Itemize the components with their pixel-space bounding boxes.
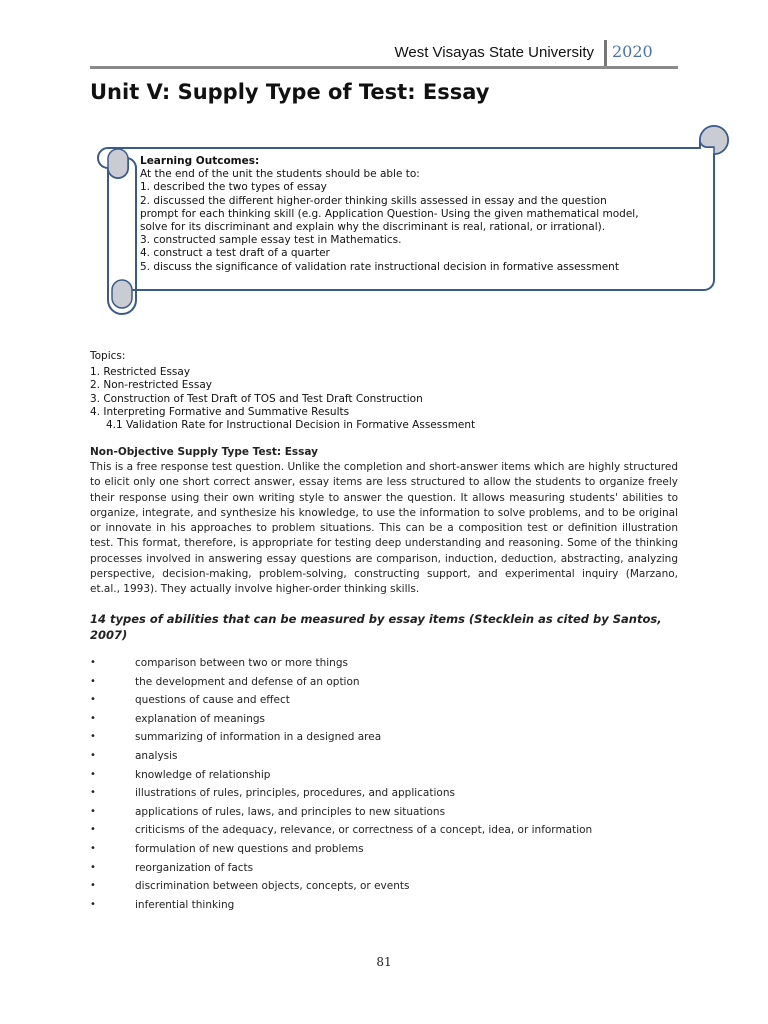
- learning-outcome-line: prompt for each thinking skill (e.g. Application Question- Using the given mathematical model,: [140, 207, 639, 220]
- topics-section: [90, 350, 690, 432]
- list-item: [90, 694, 678, 713]
- bullet-icon: •: [90, 805, 96, 817]
- bullet-icon: •: [90, 657, 96, 668]
- topic-subitem: 4.1 Validation Rate for Instructional Decision in Formative Assessment: [106, 419, 476, 432]
- list-item-text: discrimination between objects, concepts, or events: [135, 880, 410, 893]
- list-item: [90, 750, 678, 769]
- learning-outcome-line: 1. described the two types of essay: [140, 181, 327, 194]
- list-item: [90, 824, 678, 843]
- topic-item: 2. Non-restricted Essay: [90, 379, 213, 392]
- bullet-icon: •: [90, 712, 96, 724]
- list-item: [90, 713, 678, 732]
- list-item: [90, 769, 678, 788]
- bullet-icon: •: [90, 694, 96, 706]
- list-item: [90, 806, 678, 825]
- list-item-text: questions of cause and effect: [135, 694, 290, 707]
- list-item-text: knowledge of relationship: [135, 768, 271, 781]
- bullet-icon: •: [90, 898, 96, 910]
- learning-outcome-line: 5. discuss the significance of validation rate instructional decision in formative assessment: [140, 260, 619, 273]
- bullet-icon: •: [90, 824, 96, 836]
- learning-outcome-line: 3. constructed sample essay test in Mathematics.: [140, 234, 402, 247]
- bullet-icon: •: [90, 768, 96, 780]
- learning-outcomes: [140, 155, 700, 274]
- list-item-text: inferential thinking: [135, 898, 235, 911]
- topic-item: 4. Interpreting Formative and Summative Results: [90, 405, 350, 418]
- bullet-icon: •: [90, 880, 96, 892]
- list-item-text: the development and defense of an option: [135, 675, 360, 688]
- list-item: [90, 676, 678, 695]
- list-item: [90, 899, 678, 918]
- list-item: [90, 880, 678, 899]
- page-number: 81: [376, 955, 392, 969]
- learning-outcomes-title: Learning Outcomes:: [140, 155, 260, 167]
- list-item-text: formulation of new questions and problems: [135, 842, 364, 855]
- list-item-text: comparison between two or more things: [135, 657, 348, 669]
- bullet-icon: •: [90, 861, 96, 873]
- unit-title: Unit V: Supply Type of Test: Essay: [90, 80, 490, 104]
- header-year: 2020: [612, 42, 653, 61]
- section-paragraph: This is a free response test question. Unlike the completion and short-answer items which are highly structured to elicit only one short correct answer, essay items are less structured to allow the students to organize freely their response using their own writing style to answer the question. It allows measuring students' abilities to organize, integrate, and synthesize his knowledge, to use the information to solve problems, and to be original or innovate in his approaches to problem situations. This can be a composition test or definition illustration test. This format, therefore, is appropriate for testing deep understanding and reasoning. Some of the thinking processes involved in answering essay questions are comparison, induction, deduction, abstracting, analyzing perspective, decision-making, problem-solving, constructing support, and experimental inquiry (Marzano, et.al., 1993). They actually involve higher-order thinking skills.: [90, 461, 678, 596]
- list-item-text: illustrations of rules, principles, procedures, and applications: [135, 787, 455, 800]
- topics-label: Topics:: [90, 350, 126, 362]
- bullet-icon: •: [90, 675, 96, 687]
- bullet-icon: •: [90, 842, 96, 854]
- list-item-text: reorganization of facts: [135, 861, 254, 874]
- list-item-text: explanation of meanings: [135, 712, 265, 725]
- bullet-icon: •: [90, 731, 96, 743]
- list-item: [90, 787, 678, 806]
- list-item: [90, 843, 678, 862]
- learning-outcome-line: 2. discussed the different higher-order thinking skills assessed in essay and the question: [140, 194, 607, 207]
- bullet-icon: •: [90, 787, 96, 799]
- bullet-icon: •: [90, 749, 96, 761]
- list-item: [90, 731, 678, 750]
- list-item-text: analysis: [135, 749, 178, 762]
- list-item: [90, 862, 678, 881]
- abilities-heading: 14 types of abilities that can be measured by essay items (Stecklein as cited by Santos, 2007): [90, 612, 662, 642]
- learning-outcome-line: solve for its discriminant and explain why the discriminant is real, rational, or irrational).: [140, 221, 606, 234]
- learning-outcome-line: 4. construct a test draft of a quarter: [140, 247, 330, 260]
- list-item-text: applications of rules, laws, and principles to new situations: [135, 805, 446, 818]
- topic-item: 1. Restricted Essay: [90, 366, 191, 379]
- topic-item: 3. Construction of Test Draft of TOS and Test Draft Construction: [90, 392, 423, 405]
- learning-outcome-line: At the end of the unit the students should be able to:: [140, 168, 420, 181]
- list-item: [90, 657, 678, 676]
- abilities-list: [90, 657, 678, 917]
- list-item-text: summarizing of information in a designed area: [135, 731, 382, 744]
- university-name: West Visayas State University: [394, 44, 594, 61]
- list-item-text: criticisms of the adequacy, relevance, or correctness of a concept, idea, or information: [135, 824, 593, 837]
- section-heading: Non-Objective Supply Type Test: Essay: [90, 446, 318, 458]
